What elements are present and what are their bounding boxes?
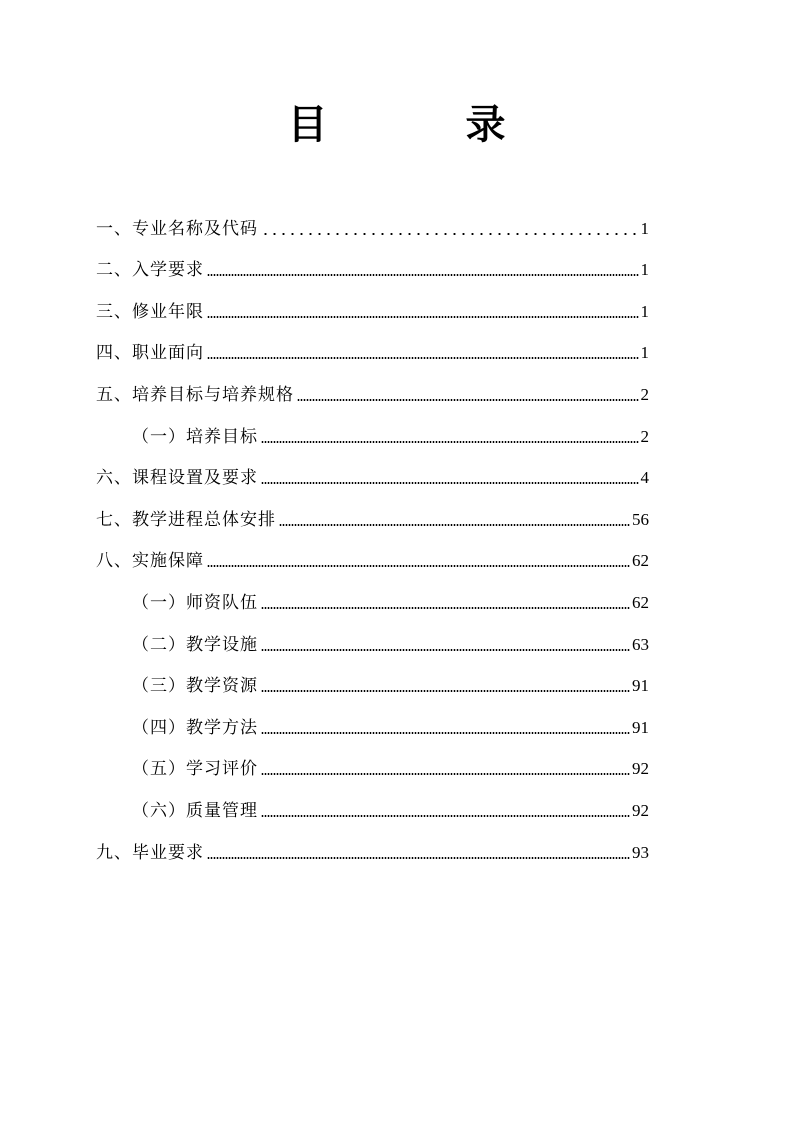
toc-entry[interactable]	[96, 620, 649, 662]
toc-entry[interactable]	[96, 786, 649, 828]
toc-dot-leader	[207, 565, 630, 567]
toc-entry-label: （一）师资队伍	[132, 592, 258, 613]
toc-entry[interactable]	[96, 578, 649, 620]
toc-entry[interactable]	[96, 329, 649, 371]
toc-entry[interactable]	[96, 246, 649, 288]
toc-entry[interactable]	[96, 495, 649, 537]
page-title-text: 目 录	[287, 101, 568, 148]
toc-entry-page-number: 1	[640, 218, 649, 238]
toc-entry-page-number: 1	[640, 301, 649, 321]
toc-entry-label: 九、毕业要求	[96, 842, 204, 863]
toc-entry-page-number: 93	[632, 842, 649, 862]
toc-entry-page-number: 2	[640, 426, 649, 446]
toc-entry[interactable]	[96, 454, 649, 496]
toc-dot-leader	[261, 773, 630, 775]
toc-dot-leader	[207, 316, 639, 318]
toc-entry-label: 一、专业名称及代码	[96, 218, 258, 239]
toc-dot-leader	[261, 607, 630, 609]
toc-entry-page-number: 62	[632, 592, 649, 612]
toc-entry-page-number: 1	[640, 343, 649, 363]
toc-dot-leader	[261, 441, 639, 443]
toc-dot-leader	[261, 233, 639, 235]
toc-dot-leader	[261, 482, 639, 484]
toc-dot-leader	[297, 399, 639, 401]
toc-entry-label: 二、入学要求	[96, 260, 204, 281]
toc-entry-label: （四）教学方法	[132, 717, 258, 738]
page-title	[0, 100, 793, 150]
toc-entry[interactable]	[96, 745, 649, 787]
toc-entry-label: 八、实施保障	[96, 551, 204, 572]
toc-entry-page-number: 63	[632, 634, 649, 654]
toc-dot-leader	[207, 357, 639, 359]
toc-entry-label: 六、课程设置及要求	[96, 468, 258, 489]
table-of-contents	[96, 204, 649, 870]
toc-entry-label: 五、培养目标与培养规格	[96, 384, 294, 405]
toc-dot-leader	[261, 690, 630, 692]
toc-entry-page-number: 4	[640, 468, 649, 488]
toc-entry-page-number: 91	[632, 717, 649, 737]
toc-dot-leader	[261, 815, 630, 817]
toc-entry[interactable]	[96, 412, 649, 454]
toc-entry-label: （六）质量管理	[132, 800, 258, 821]
toc-dot-leader	[261, 732, 630, 734]
toc-entry[interactable]	[96, 204, 649, 246]
toc-entry-page-number: 92	[632, 800, 649, 820]
toc-dot-leader	[207, 857, 630, 859]
toc-entry-page-number: 2	[640, 384, 649, 404]
toc-entry[interactable]	[96, 537, 649, 579]
toc-entry[interactable]	[96, 287, 649, 329]
toc-entry[interactable]	[96, 703, 649, 745]
toc-entry-label: （三）教学资源	[132, 676, 258, 697]
toc-dot-leader	[261, 649, 630, 651]
toc-entry-label: （五）学习评价	[132, 759, 258, 780]
toc-entry-page-number: 62	[632, 551, 649, 571]
toc-entry-label: （二）教学设施	[132, 634, 258, 655]
toc-dot-leader	[207, 274, 639, 276]
toc-entry[interactable]	[96, 662, 649, 704]
toc-dot-leader	[279, 524, 630, 526]
toc-entry-page-number: 56	[632, 509, 649, 529]
toc-entry-page-number: 1	[640, 260, 649, 280]
toc-entry[interactable]	[96, 370, 649, 412]
toc-entry-label: 七、教学进程总体安排	[96, 509, 276, 530]
toc-entry-page-number: 92	[632, 759, 649, 779]
toc-entry-label: 四、职业面向	[96, 343, 204, 364]
toc-entry[interactable]	[96, 828, 649, 870]
toc-entry-page-number: 91	[632, 676, 649, 696]
toc-entry-label: 三、修业年限	[96, 301, 204, 322]
toc-entry-label: （一）培养目标	[132, 426, 258, 447]
